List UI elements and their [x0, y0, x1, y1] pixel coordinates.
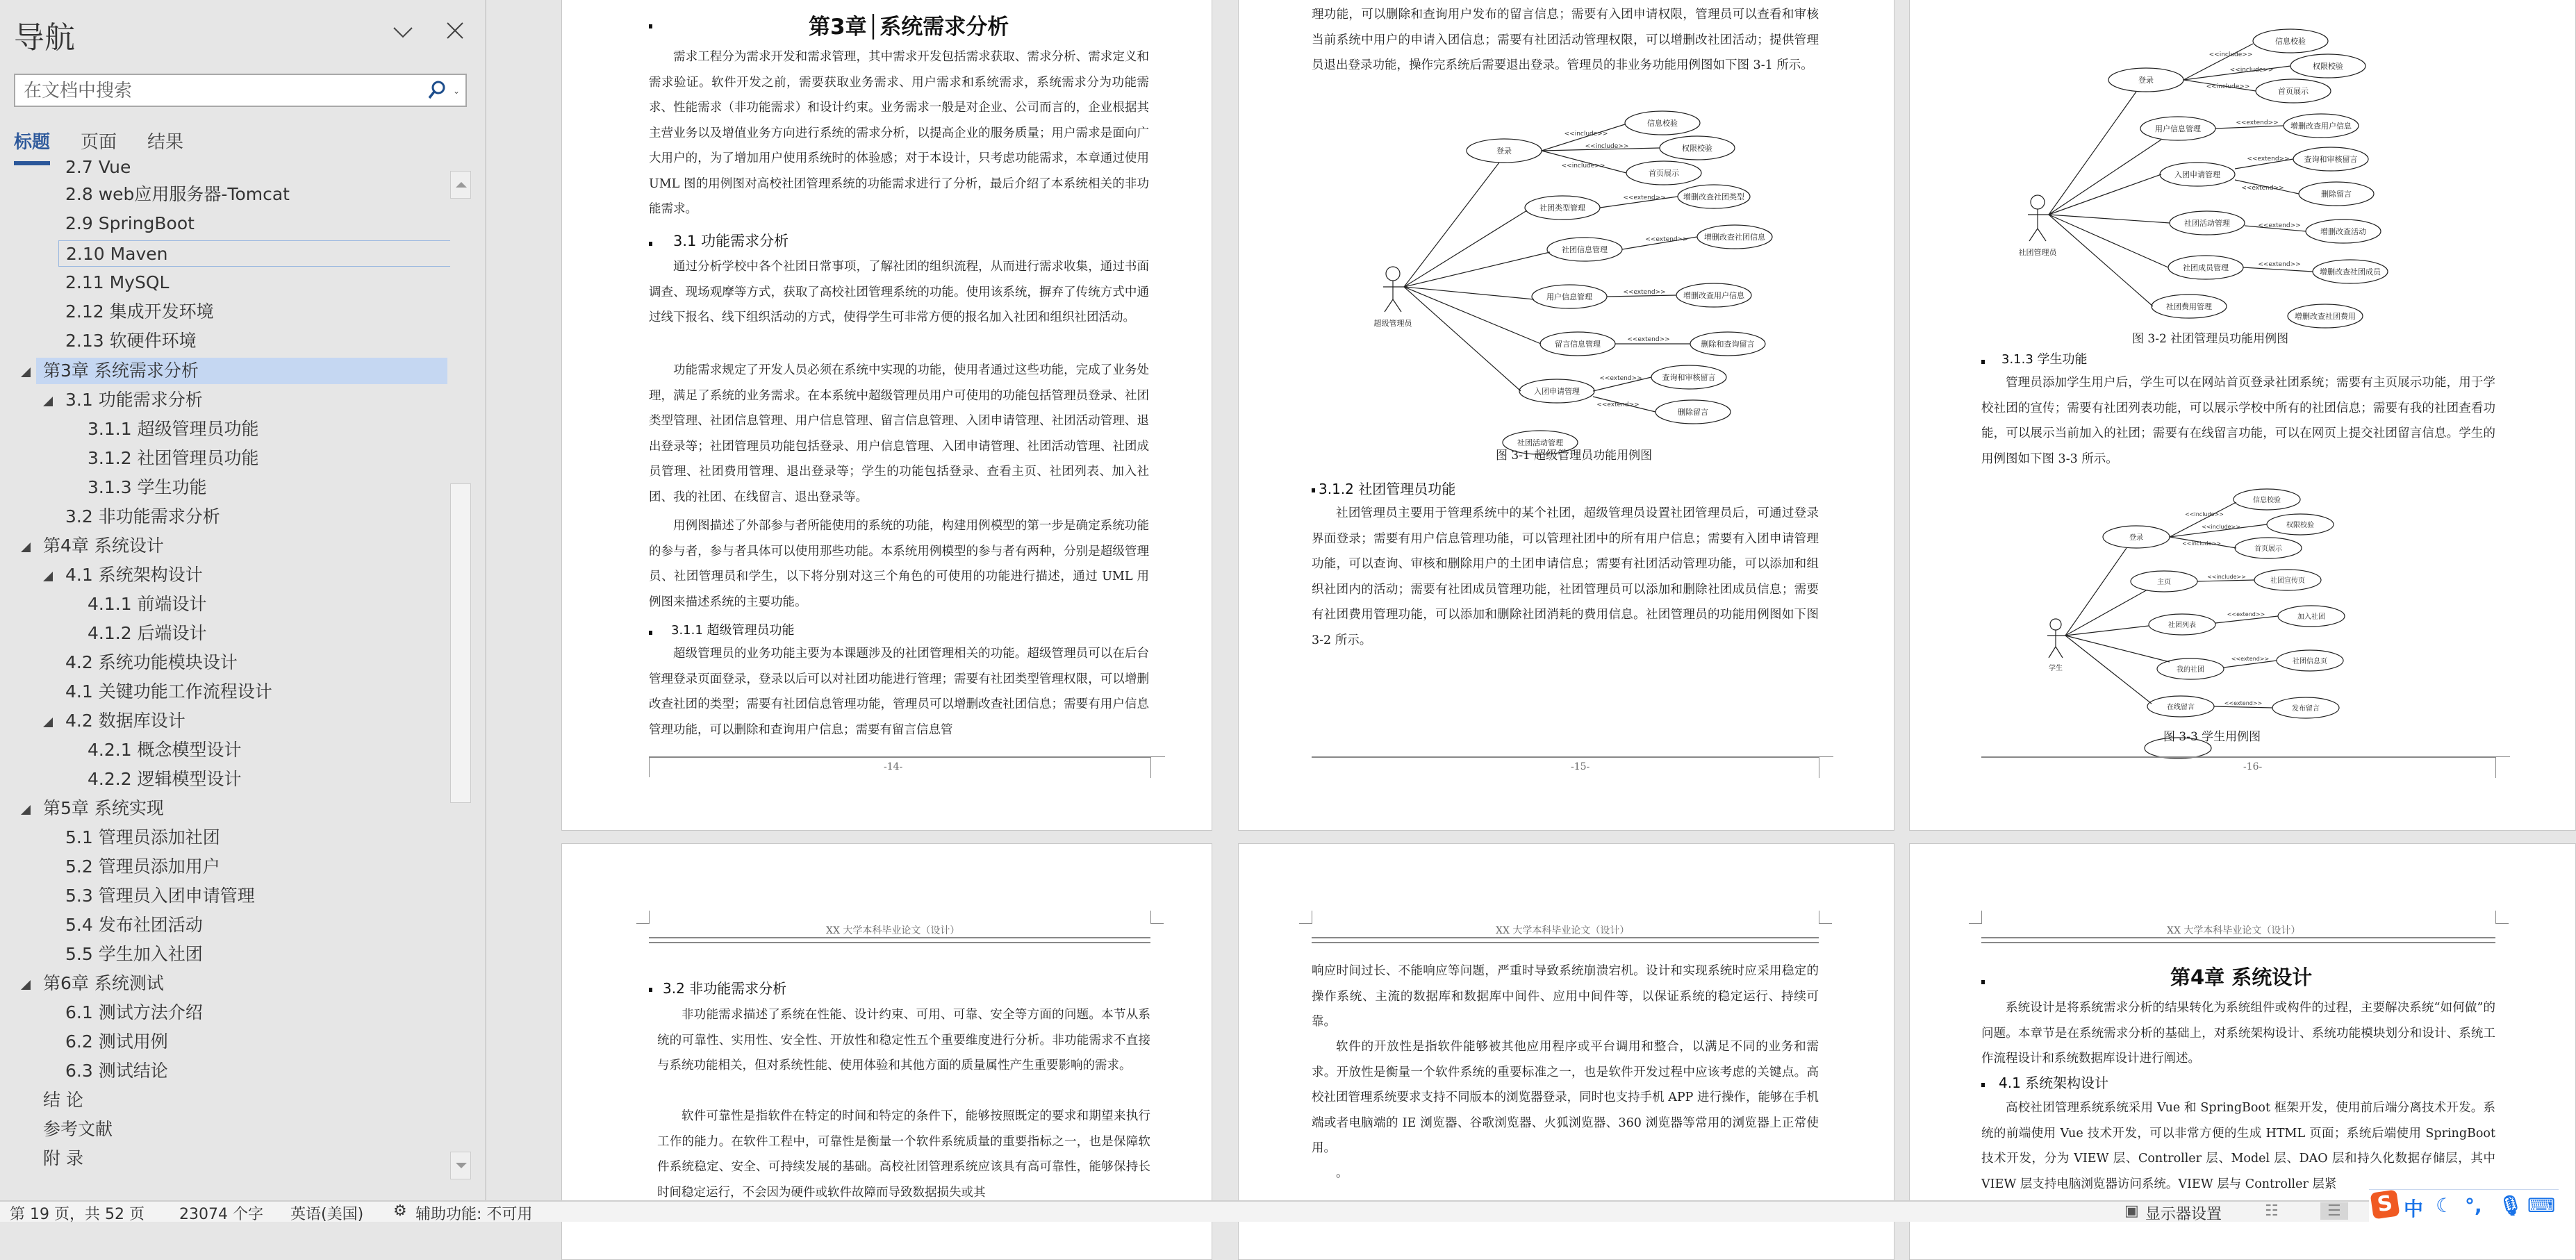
- svg-text:社团费用管理: 社团费用管理: [2166, 302, 2212, 311]
- chapter-title: 第4章 系统设计: [2170, 965, 2313, 989]
- svg-text:入团申请管理: 入团申请管理: [1534, 387, 1580, 396]
- svg-text:增删改查用户信息: 增删改查用户信息: [1683, 291, 1744, 300]
- document-canvas: [486, 0, 2559, 1200]
- print-layout-icon[interactable]: ☰: [2320, 1202, 2348, 1220]
- svg-text:<<extend>>: <<extend>>: [1596, 401, 1640, 408]
- heading-item[interactable]: 3.1.2 社团管理员功能: [88, 448, 259, 468]
- heading-item[interactable]: 6.1 测试方法介绍: [65, 1002, 203, 1022]
- svg-text:登录: 登录: [2138, 76, 2154, 85]
- heading-tree: [0, 157, 448, 1179]
- moon-icon[interactable]: ☾: [2436, 1194, 2454, 1217]
- admin-use-case-diagram: [1357, 105, 1787, 447]
- margin-corner: [1150, 756, 1165, 778]
- svg-text:<<include>>: <<include>>: [2202, 524, 2240, 530]
- svg-text:删除留言: 删除留言: [1678, 408, 1708, 417]
- heading-item[interactable]: 4.1 关键功能工作流程设计: [65, 681, 272, 702]
- svg-text:删除和查询留言: 删除和查询留言: [1701, 340, 1755, 349]
- body-paragraph: 软件可靠性是指软件在特定的时间和特定的条件下，能够按照既定的要求和期望来执行工作的能力。在软件工程中，可靠性是衡量一个软件系统质量的重要指标之一，也是保障软件系统稳定、安全、可持续发展的基础。高校社团管理系统应该具有高可靠性，能够保持长时间稳定运行，不会因为硬件或软件故障而导致数据损失或其: [657, 1109, 1150, 1200]
- svg-text:增删改查用户信息: 增删改查用户信息: [2290, 122, 2352, 131]
- svg-text:<<include>>: <<include>>: [2182, 540, 2221, 547]
- heading-item[interactable]: 附 录: [43, 1148, 83, 1168]
- svg-text:在线留言: 在线留言: [2167, 704, 2195, 711]
- svg-text:社团信息管理: 社团信息管理: [1562, 245, 1608, 254]
- svg-text:加入社团: 加入社团: [2297, 613, 2325, 621]
- section-heading: 3.1 功能需求分析: [673, 233, 789, 249]
- svg-text:用户信息管理: 用户信息管理: [2155, 124, 2201, 133]
- search-input[interactable]: [22, 78, 414, 104]
- heading-item[interactable]: 4.2.2 逻辑模型设计: [88, 769, 242, 789]
- paragraph-mark: [649, 988, 652, 992]
- margin-corner: [1150, 911, 1164, 924]
- body-paragraph: 通过分析学校中各个社团日常事项，了解社团的组织流程，从而进行需求收集，通过书面调查、现场观摩等方式，获取了高校社团管理系统的功能。使用该系统，摒弃了传统方式中通过线下报名、线下组织活动的方式，使得学生可非常方便的报名加入社团和组织社团活动。: [649, 260, 1149, 324]
- search-box: [14, 74, 467, 107]
- header-rule: [649, 937, 1150, 943]
- body-paragraph: 系统设计是将系统需求分析的结果转化为系统组件或构件的过程，主要解决系统“如何做”的问题。本章节是在系统需求分析的基础上，对系统架构设计、系统功能模块划分和设计、系统工作流程设计和系统数据库设计进行阐述。: [1981, 1001, 2495, 1066]
- svg-text:首页展示: 首页展示: [2278, 87, 2309, 96]
- heading-item[interactable]: 4.2 数据库设计: [65, 711, 185, 731]
- heading-item[interactable]: 6.3 测试结论: [65, 1061, 168, 1081]
- sogou-logo-icon[interactable]: S: [2370, 1190, 2400, 1220]
- nav-close-icon[interactable]: [441, 18, 469, 46]
- heading-item[interactable]: 2.9 SpringBoot: [65, 213, 195, 233]
- heading-item[interactable]: 6.2 测试用例: [65, 1031, 168, 1052]
- body-paragraph: 软件的开放性是指软件能够被其他应用程序或平台调用和整合，以满足不同的业务和需求。开放性是衡量一个软件系统的重要标准之一，也是软件开发过程中应该考虑的关键点。高校社团管理系统要求支持不同版本的浏览器登录，同时也支持手机 APP 进行操作，能够在手机端或者电脑端的 IE 浏览器、谷歌浏览器、火狐浏览器、360 浏览器等常用的浏览器上正常使用。: [1312, 1040, 1819, 1155]
- svg-text:增删改查社团费用: 增删改查社团费用: [2295, 312, 2356, 321]
- display-settings-icon: ▣: [2124, 1202, 2139, 1220]
- expand-triangle-icon[interactable]: [43, 397, 53, 406]
- status-bar: [0, 1200, 2559, 1222]
- scrollbar-thumb[interactable]: [450, 483, 471, 803]
- paragraph-mark: [649, 242, 652, 246]
- paragraph-mark: [1981, 980, 1985, 984]
- paragraph-mark: [1312, 488, 1315, 492]
- subsection-heading: 3.1.1 超级管理员功能: [671, 623, 795, 638]
- svg-text:社团类型管理: 社团类型管理: [1539, 204, 1585, 213]
- body-paragraph: 超级管理员的业务功能主要为本课题涉及的社团管理相关的功能。超级管理员可以在后台管理登录页面登录，登录以后可以对社团功能进行管理；需要有社团类型管理权限，可以增删改查社团的类型；需要有社团信息管理功能，管理员可以增删改查社团信息；需要有用户信息管理功能，可以删除和查询用户信息；需要有留言信息管: [649, 647, 1149, 737]
- navigation-pane: [0, 0, 486, 1200]
- heading-item[interactable]: 3.2 非功能需求分析: [65, 506, 220, 527]
- section-heading: 4.1 系统架构设计: [1999, 1075, 2109, 1091]
- heading-item[interactable]: 3.1.1 超级管理员功能: [88, 419, 259, 439]
- heading-item[interactable]: 4.1 系统架构设计: [65, 565, 203, 585]
- margin-corner: [1969, 911, 1982, 924]
- accessibility-status[interactable]: 辅助功能: 不可用: [415, 1206, 533, 1223]
- svg-text:权限校验: 权限校验: [1682, 144, 1712, 153]
- svg-text:社团宣传页: 社团宣传页: [2270, 577, 2305, 585]
- ime-mode[interactable]: 中: [2404, 1197, 2424, 1220]
- running-header: XX 大学本科毕业论文（设计）: [2167, 925, 2301, 936]
- margin-corner: [642, 756, 650, 777]
- heading-item[interactable]: 第6章 系统测试: [43, 973, 164, 993]
- heading-item[interactable]: 4.2 系统功能模块设计: [65, 652, 238, 672]
- svg-text:用户信息管理: 用户信息管理: [1546, 292, 1592, 301]
- svg-text:<<extend>>: <<extend>>: [2236, 119, 2279, 126]
- svg-text:<<extend>>: <<extend>>: [2258, 222, 2301, 229]
- running-header: XX 大学本科毕业论文（设计）: [826, 925, 960, 936]
- tab-results[interactable]: 结果: [147, 132, 184, 153]
- page-indicator[interactable]: 第 19 页，共 52 页: [10, 1206, 145, 1223]
- svg-text:社团活动管理: 社团活动管理: [1517, 438, 1563, 447]
- expand-triangle-icon[interactable]: [21, 980, 31, 990]
- microphone-icon[interactable]: 🎙: [2498, 1194, 2523, 1217]
- page-18[interactable]: [1238, 843, 1894, 1260]
- body-paragraph: 用例图描述了外部参与者所能使用的系统的功能，构建用例模型的第一步是确定系统功能的参与者，参与者具体可以使用那些功能。本系统用例模型的参与者有两种，分别是超级管理员、社团管理员和学生，以下将分别对这三个角色的可使用的功能进行描述，通过 UML 用例图来描述系统的主要功能。: [649, 519, 1149, 609]
- svg-text:<<include>>: <<include>>: [1585, 143, 1629, 150]
- body-paragraph: 非功能需求描述了系统在性能、设计约束、可用、可靠、安全等方面的问题。本节从系统的可靠性、实用性、安全性、开放性和稳定性五个重要维度进行分析。非功能需求不直接与系统功能相关，但对系统性能、使用体验和其他方面的质量属性产生重要影响的需求。: [657, 1008, 1150, 1072]
- margin-corner: [1819, 756, 1833, 778]
- paragraph-mark: [1981, 1083, 1985, 1087]
- page-number: -14-: [884, 761, 903, 772]
- heading-item[interactable]: 4.1.2 后端设计: [88, 623, 207, 643]
- section-heading: 3.2 非功能需求分析: [663, 980, 787, 997]
- heading-item[interactable]: 5.3 管理员入团申请管理: [65, 886, 255, 906]
- language-indicator[interactable]: 英语(美国): [290, 1206, 364, 1223]
- heading-item[interactable]: 5.5 学生加入社团: [65, 944, 203, 964]
- svg-text:首页展示: 首页展示: [2254, 545, 2282, 553]
- svg-text:增删改查社团成员: 增删改查社团成员: [2320, 267, 2381, 276]
- footer-line: [649, 756, 1150, 758]
- svg-text:信息校验: 信息校验: [1647, 119, 1678, 128]
- svg-text:<<extend>>: <<extend>>: [2231, 656, 2270, 662]
- header-rule: [1312, 937, 1819, 943]
- keyboard-icon[interactable]: ⌨: [2527, 1194, 2556, 1217]
- svg-text:<<extend>>: <<extend>>: [2247, 156, 2290, 163]
- svg-text:社团信息页: 社团信息页: [2293, 658, 2327, 665]
- search-icon: [427, 79, 447, 100]
- body-paragraph: 功能需求规定了开发人员必须在系统中实现的功能，使用者通过这些功能，完成了业务处理，满足了系统的业务需求。在本系统中超级管理员用户可使用的功能包括管理员登录、社团类型管理、社团信息管理、用户信息管理、留言信息管理、入团申请管理、社团活动管理、退出登录等；社团管理员功能包括登录、用户信息管理、入团申请管理、社团活动管理、社团成员管理、社团费用管理、退出登录等；学生的功能包括登录、查看主页、社团列表、加入社团、我的社团、在线留言、退出登录等。: [649, 363, 1149, 504]
- chevron-down-icon: ⌄: [452, 86, 460, 96]
- page-15[interactable]: [1238, 0, 1894, 831]
- paragraph-mark: [649, 631, 652, 635]
- read-mode-icon[interactable]: ☷: [2265, 1202, 2279, 1220]
- svg-text:学生: 学生: [2049, 665, 2063, 672]
- svg-text:<<extend>>: <<extend>>: [1645, 236, 1688, 243]
- heading-item[interactable]: 2.12 集成开发环境: [65, 301, 214, 322]
- nav-options-chevron-icon[interactable]: [389, 19, 417, 47]
- tab-pages[interactable]: 页面: [81, 132, 117, 153]
- svg-text:社团管理员: 社团管理员: [2018, 248, 2057, 257]
- margin-corner: [636, 911, 650, 924]
- svg-text:<<include>>: <<include>>: [2185, 511, 2224, 517]
- heading-item[interactable]: 第4章 系统设计: [43, 536, 164, 556]
- page-number: -15-: [1571, 761, 1590, 772]
- body-paragraph: 需求工程分为需求开发和需求管理，其中需求开发包括需求获取、需求分析、需求定义和需求验证。软件开发之前，需要获取业务需求、用户需求和系统需求，系统需求分为功能需求、性能需求（非功能需求）和设计约束。业务需求一般是对企业、公司而言的，企业根据其主营业务以及增值业务方向进行系统的需求分析，以提高企业的服务质量；用户需求是面向广大用户的，为了增加用户使用系统时的体验感；对于本设计，只考虑功能需求，本章通过使用 UML 图的用例图对高校社团管理系统的功能需求进行了分析，最后介绍了本系统相关的非功能需求。: [649, 50, 1149, 216]
- heading-item[interactable]: 5.4 发布社团活动: [65, 915, 203, 935]
- svg-text:<<include>>: <<include>>: [2206, 83, 2250, 90]
- margin-corner: [1299, 911, 1312, 924]
- svg-text:权限校验: 权限校验: [2286, 522, 2314, 529]
- expand-triangle-icon[interactable]: [21, 805, 31, 815]
- page-17[interactable]: [561, 843, 1212, 1260]
- svg-text:登录: 登录: [2129, 534, 2143, 542]
- punctuation-icon[interactable]: °,: [2465, 1194, 2482, 1217]
- margin-corner: [2495, 911, 2509, 924]
- svg-text:主页: 主页: [2157, 579, 2171, 586]
- expand-triangle-icon[interactable]: [43, 572, 53, 581]
- display-settings-button[interactable]: 显示器设置: [2145, 1206, 2222, 1223]
- heading-item[interactable]: 2.8 web应用服务器-Tomcat: [65, 184, 290, 204]
- heading-item[interactable]: 5.1 管理员添加社团: [65, 827, 220, 847]
- page-number: -16-: [2243, 761, 2263, 772]
- use-case-diagram-svg: [1357, 105, 1787, 447]
- search-button[interactable]: [427, 79, 461, 103]
- heading-item[interactable]: 4.2.1 概念模型设计: [88, 740, 242, 760]
- margin-corner: [1819, 911, 1832, 924]
- svg-text:<<extend>>: <<extend>>: [1623, 194, 1666, 201]
- figure-caption: 图 3-3 学生用例图: [2163, 730, 2261, 744]
- svg-text:信息校验: 信息校验: [2253, 497, 2281, 504]
- heading-item[interactable]: 2.11 MySQL: [65, 272, 170, 292]
- svg-text:登录: 登录: [1496, 147, 1512, 156]
- footer-line: [1312, 756, 1819, 758]
- heading-item[interactable]: 4.1.1 前端设计: [88, 594, 207, 614]
- svg-text:社团成员管理: 社团成员管理: [2183, 263, 2229, 272]
- heading-item[interactable]: 2.13 软硬件环境: [65, 331, 197, 351]
- expand-triangle-icon[interactable]: [21, 367, 31, 377]
- svg-text:信息校验: 信息校验: [2275, 37, 2306, 46]
- page-16[interactable]: [1909, 0, 2576, 831]
- actor-label: 超级管理员: [1373, 319, 1412, 328]
- svg-text:<<extend>>: <<extend>>: [1623, 289, 1666, 296]
- body-paragraph: 理功能，可以删除和查询用户发布的留言信息；需要有入团申请权限，管理员可以查看和审核当前系统中用户的申请入团信息；需要有社团活动管理权限，可以增删改社团活动；提供管理员退出登录功能，操作完系统后需要退出登录。管理员的非业务功能用例图如下图 3-1 所示。: [1312, 8, 1819, 72]
- heading-item[interactable]: 3.1 功能需求分析: [65, 390, 203, 410]
- svg-text:首页展示: 首页展示: [1649, 169, 1679, 178]
- accessibility-icon[interactable]: ⚙: [393, 1202, 407, 1220]
- svg-text:增删改查社团信息: 增删改查社团信息: [1704, 233, 1765, 242]
- footer-line: [1981, 756, 2495, 758]
- subsection-heading: 3.1.2 社团管理员功能: [1319, 481, 1456, 497]
- expand-triangle-icon[interactable]: [43, 718, 53, 727]
- svg-text:<<include>>: <<include>>: [1561, 163, 1605, 169]
- scroll-down-arrow-icon[interactable]: [450, 1152, 471, 1179]
- body-paragraph: 社团管理员主要用于管理系统中的某个社团，超级管理员设置社团管理员后，可通过登录界面登录；需要有用户信息管理功能，可以管理社团中的所有用户信息；需要有入团申请管理功能，可以查询、审核和删除用户的土团申请信息；需要有社团活动管理功能，可以添加和组织社团内的活动；需要有社团成员管理功能，社团管理员可以添加和删除社团成员信息；需要有社团费用管理功能，可以添加和删除社团消耗的费用信息。社团管理员的功能用例图如下图 3-2 所示。: [1312, 506, 1819, 647]
- paragraph-mark: [1981, 360, 1985, 364]
- svg-text:留言信息管理: 留言信息管理: [1555, 340, 1601, 349]
- svg-text:<<extend>>: <<extend>>: [2241, 185, 2284, 192]
- figure-caption: 图 3-2 社团管理员功能用例图: [2132, 332, 2289, 346]
- svg-text:<<extend>>: <<extend>>: [1627, 336, 1670, 343]
- svg-text:查询和审核留言: 查询和审核留言: [2304, 155, 2358, 164]
- word-count[interactable]: 23074 个字: [179, 1206, 263, 1223]
- heading-item[interactable]: 结 论: [43, 1090, 83, 1110]
- svg-text:我的社团: 我的社团: [2177, 666, 2204, 674]
- svg-text:社团列表: 社团列表: [2168, 622, 2196, 629]
- heading-item[interactable]: 3.1.3 学生功能: [88, 477, 207, 497]
- svg-text:权限校验: 权限校验: [2313, 62, 2343, 71]
- margin-corner: [2495, 756, 2510, 778]
- svg-text:<<include>>: <<include>>: [1564, 131, 1608, 138]
- body-paragraph: 管理员添加学生用户后，学生可以在网站首页登录社团系统；需要有主页展示功能，用于学校社团的宣传；需要有社团列表功能，可以展示学校中所有的社团信息；需要有我的社团查看功能，可以展示当前加入的社团；需要有在线留言功能，可以在网页上提交社团留言信息。学生的用例图如下图 3-3 所示。: [1981, 376, 2495, 466]
- svg-text:发布留言: 发布留言: [2292, 705, 2320, 713]
- svg-text:<<extend>>: <<extend>>: [2258, 261, 2301, 268]
- body-paragraph: 。: [1336, 1166, 1348, 1180]
- subsection-heading: 3.1.3 学生功能: [2001, 352, 2088, 367]
- svg-text:<<extend>>: <<extend>>: [2227, 611, 2265, 617]
- page-14[interactable]: [561, 0, 1212, 831]
- body-paragraph: 高校社团管理系统系统采用 Vue 和 SpringBoot 框架开发，使用前后端分离技术开发。系统的前端使用 Vue 技术开发，可以非常方便的生成 HTML 页面；系统后端使用 SpringBoot 技术开发，分为 VIEW 层、Controller 层、Model 层、DAO 层和持久化数据存储层，其中 VIEW 层支持电脑浏览器访问系统。VIEW 层与 Controller 层紧: [1981, 1101, 2495, 1191]
- student-use-case-diagram: [2035, 480, 2424, 744]
- ime-toolbar: [2369, 1189, 2559, 1222]
- svg-text:<<include>>: <<include>>: [2207, 574, 2246, 580]
- svg-text:<<extend>>: <<extend>>: [1599, 375, 1642, 382]
- body-paragraph: 响应时间过长、不能响应等问题，严重时导致系统崩溃宕机。设计和实现系统时应采用稳定的操作系统、主流的数据库和数据库中间件、应用中间件等，以保证系统的稳定运行、持续可靠。: [1312, 964, 1819, 1029]
- heading-item[interactable]: 参考文献: [43, 1119, 113, 1139]
- svg-text:增删改查社团类型: 增删改查社团类型: [1683, 192, 1744, 201]
- heading-item[interactable]: 2.7 Vue: [65, 157, 131, 177]
- heading-item-selected[interactable]: 第3章 系统需求分析: [36, 358, 447, 384]
- svg-text:<<extend>>: <<extend>>: [2224, 700, 2263, 706]
- svg-text:社团活动管理: 社团活动管理: [2184, 219, 2230, 228]
- nav-scrollbar[interactable]: [450, 171, 471, 1179]
- nav-title: 导航: [14, 20, 75, 56]
- paragraph-mark: [649, 24, 652, 28]
- heading-item-focused[interactable]: 2.10 Maven: [58, 240, 452, 267]
- svg-text:增删改查活动: 增删改查活动: [2320, 227, 2366, 236]
- figure-caption: 图 3-1 超级管理员功能用例图: [1496, 449, 1653, 463]
- expand-triangle-icon[interactable]: [21, 542, 31, 552]
- header-rule: [1981, 937, 2495, 943]
- scroll-up-arrow-icon[interactable]: [450, 171, 471, 199]
- svg-text:<<include>>: <<include>>: [2208, 51, 2253, 58]
- svg-text:查询和审核留言: 查询和审核留言: [1662, 373, 1716, 382]
- svg-text:<<include>>: <<include>>: [2229, 67, 2274, 74]
- svg-text:入团申请管理: 入团申请管理: [2174, 170, 2220, 179]
- chapter-title: 第3章│系统需求分析: [809, 15, 1009, 40]
- heading-item[interactable]: 第5章 系统实现: [43, 798, 164, 818]
- running-header: XX 大学本科毕业论文（设计）: [1496, 925, 1630, 936]
- club-admin-use-case-diagram: [2007, 8, 2424, 341]
- heading-item[interactable]: 5.2 管理员添加用户: [65, 856, 220, 877]
- svg-text:删除留言: 删除留言: [2321, 190, 2352, 199]
- tab-headings[interactable]: 标题: [14, 132, 51, 153]
